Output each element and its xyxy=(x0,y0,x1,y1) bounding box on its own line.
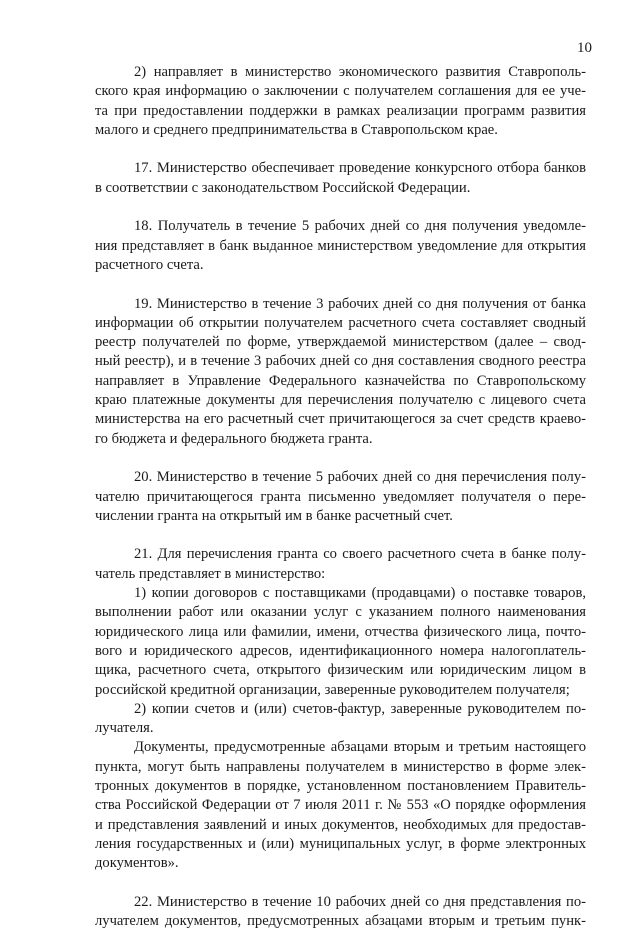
text-line: 22. Министерство в течение 10 рабочих дней со дня представления по- xyxy=(134,893,586,910)
text-line: 2) направляет в министерство экономического развития Ставрополь- xyxy=(134,64,586,80)
paragraph xyxy=(95,468,586,526)
text-line: го бюджета и федерального бюджета гранта. xyxy=(95,430,373,447)
paragraph xyxy=(95,217,586,275)
text-line: чатель представляет в министерство: xyxy=(95,565,326,582)
paragraph xyxy=(95,584,586,700)
text-line: юридического лица или фамилии, имени, отчества физического лица, почто- xyxy=(95,623,586,640)
text-line: ния представляет в банк выданное министерством уведомление для открытия xyxy=(95,237,586,254)
text-line: тронных документов в порядке, установленном постановлением Правитель- xyxy=(95,777,586,794)
text-line: чателю причитающегося гранта письменно уведомляет получателя о пере- xyxy=(95,488,586,505)
text-line: выполнении работ или оказании услуг с указанием полного наименования xyxy=(95,604,586,621)
text-line: расчетного счета. xyxy=(95,256,204,273)
text-line: информации об открытии получателем расчетного счета составляет сводный xyxy=(95,314,586,331)
paragraph xyxy=(95,545,586,584)
paragraph xyxy=(95,295,586,449)
text-line: ства Российской Федерации от 7 июля 2011 г. № 553 «О порядке оформления xyxy=(95,797,586,814)
text-line: та при предоставлении поддержки в рамках реализации программ развития xyxy=(95,102,586,119)
document-body xyxy=(95,63,586,931)
text-line: пункта, могут быть направлены получателем в министерство в форме элек- xyxy=(95,758,586,775)
text-line: ный реестр), и в течение 3 рабочих дней со дня составления сводного реестра xyxy=(95,353,586,370)
text-line: направляет в Управление Федерального казначейства по Ставропольскому xyxy=(95,372,586,389)
paragraph xyxy=(95,63,586,140)
paragraph-gap xyxy=(95,449,586,468)
paragraph-gap xyxy=(95,873,586,892)
text-line: 1) копии договоров с поставщиками (продавцами) о поставке товаров, xyxy=(134,585,586,602)
text-line: реестр получателей по форме, утверждаемой министерством (далее – свод- xyxy=(95,334,586,351)
paragraph xyxy=(95,159,586,198)
text-line: 17. Министерство обеспечивает проведение конкурсного отбора банков xyxy=(134,160,586,177)
text-line: краю платежные документы для перечисления получателю с лицевого счета xyxy=(95,392,586,409)
text-line: документов». xyxy=(95,855,179,872)
text-line: ского края информацию о заключении с получателем соглашения для ее уче- xyxy=(95,83,586,100)
text-line: 19. Министерство в течение 3 рабочих дней со дня получения от банка xyxy=(134,295,586,312)
paragraph xyxy=(95,738,586,873)
text-line: 21. Для перечисления гранта со своего расчетного счета в банке полу- xyxy=(134,546,586,563)
text-line: щика, расчетного счета, открытого физическим или юридическим лицом в xyxy=(95,662,586,679)
text-line: лучателем документов, предусмотренных абзацами вторым и третьим пунк- xyxy=(95,913,586,930)
text-line: министерства на его расчетный счет причитающегося за счет средств краево- xyxy=(95,411,586,428)
paragraph xyxy=(95,893,586,931)
paragraph-gap xyxy=(95,275,586,294)
paragraph-gap xyxy=(95,526,586,545)
text-line: лучателя. xyxy=(95,720,154,737)
text-line: в соответствии с законодательством Российской Федерации. xyxy=(95,179,471,196)
paragraph-gap xyxy=(95,140,586,159)
text-line: числении гранта на открытый им в банке расчетный счет. xyxy=(95,507,453,524)
text-line: малого и среднего предпринимательства в Ставропольском крае. xyxy=(95,121,498,138)
paragraph xyxy=(95,700,586,739)
paragraph-gap xyxy=(95,198,586,217)
page-number: 10 xyxy=(577,40,592,56)
text-line: 18. Получатель в течение 5 рабочих дней со дня получения уведомле- xyxy=(134,218,586,235)
text-line: ления государственных и (или) муниципальных услуг, в форме электронных xyxy=(95,835,586,852)
text-line: российской кредитной организации, заверенные руководителем получателя; xyxy=(95,681,570,698)
text-line: вого и юридического адресов, идентификационного номера налогоплатель- xyxy=(95,642,586,659)
text-line: Документы, предусмотренные абзацами вторым и третьим настоящего xyxy=(134,739,586,756)
text-line: 20. Министерство в течение 5 рабочих дней со дня перечисления полу- xyxy=(134,469,586,486)
text-line: и представления заявлений и иных документов, необходимых для предостав- xyxy=(95,816,586,833)
text-line: 2) копии счетов и (или) счетов-фактур, заверенные руководителем по- xyxy=(134,700,586,717)
